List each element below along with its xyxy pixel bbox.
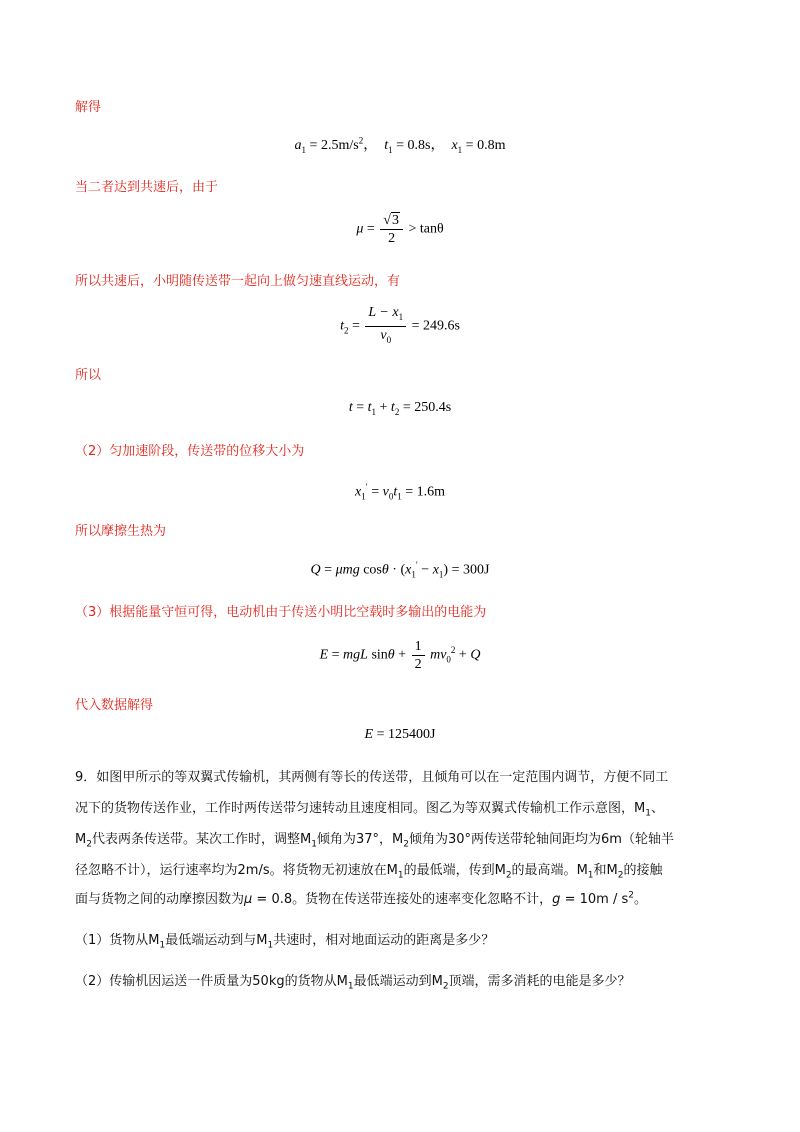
problem9-line5-c: 。 (633, 892, 647, 907)
solve-label-1: 解得 (75, 100, 102, 115)
heat-label: 所以摩擦生热为 (75, 524, 167, 539)
angle-37: 37° (355, 832, 379, 847)
problem9-line4-b: 。将货物无初速放在 (269, 863, 387, 878)
question2-d: 顶端，需多消耗的电能是多少？ (448, 974, 631, 989)
eq8-rhs: 125400J (388, 727, 436, 742)
problem9-line4-f: 的接触 (623, 863, 663, 878)
eq5-rhs: 1.6m (416, 484, 445, 500)
substitute-label: 代入数据解得 (75, 698, 154, 713)
common-speed-intro: 当二者达到共速后，由于 (75, 180, 219, 195)
question2-b: 的货物从 (284, 974, 337, 989)
problem9-line4-e: 和 (593, 863, 607, 878)
after-common-text: 所以共速后，小明随传送带一起向上做匀速直线运动，有 (75, 274, 401, 289)
part3-text: （3）根据能量守恒可得，电动机由于传送小明比空载时多输出的电能为 (75, 605, 487, 620)
axle-distance: 6m (601, 832, 622, 847)
equation-7: E = mgL sinθ + $\frac{1}{2}$ $mv_0^2 + Q$ (319, 639, 481, 672)
equation-3: $t_2$ = $\frac{L - x_1}{v_0}$ = 249.6s (0, 304, 800, 349)
problem9-line3-e: 两传送带轮轴间距均为 (471, 832, 602, 847)
cargo-mass: 50kg (252, 974, 285, 989)
part2-text: （2）匀加速阶段，传送带的位移大小为 (75, 444, 305, 459)
equation-5: $x_1' = v_0t_1 = 1.6m$ (355, 482, 445, 502)
problem9-line3: $M_2$代表两条传送带。某次工作时，调整$M_1$倾角为37°，$M_2$倾角为30°两传送带轮轴间距均为6m（轮轴半 (75, 832, 674, 850)
eq1-x-value: 0.8m (477, 138, 506, 153)
equation-2: μ = $\frac{√3}{2}$ > tanθ (356, 213, 444, 246)
problem9-line5: 面与货物之间的动摩擦因数为μ = 0.8。货物在传送带连接处的速率变化忽略不计，$g = 10m / s^2$。 (75, 890, 647, 907)
eq3-den: v (380, 327, 387, 343)
eq3-rhs: 249.6s (422, 318, 460, 334)
so-label: 所以 (75, 368, 102, 383)
eq3-num: L − x (368, 305, 399, 320)
equation-1: $a_1 = 2.5m/s^2$， $t_1 = 0.8s$， $x_1 = 0.8m$ (294, 135, 506, 155)
problem9-line4: 径忽略不计），运行速率均为2m/s。将货物无初速放在$M_1$的最低端，传到$M_2$的最高端。$M_1$和$M_2$的接触 (75, 863, 663, 881)
problem9-line3-f: （轮轴半 (621, 832, 674, 847)
eq2-den: 2 (388, 231, 396, 246)
eq7-half-num: 1 (412, 638, 425, 656)
question2-a: （2）传输机因运送一件质量为 (75, 974, 253, 989)
g-value: 10m / s (579, 892, 629, 907)
problem9-line4-d: 的最高端。 (511, 863, 577, 878)
problem9-line3-c: ， (378, 832, 392, 847)
equation-6: Q = μmg $\cos\theta \cdot (x_1' - x_1) = 300J$ (310, 560, 490, 580)
question1-a: （1）货物从 (75, 933, 149, 948)
mu-value: 0.8 (271, 892, 293, 907)
problem9-line3-b: 倾角为 (316, 832, 356, 847)
eq2-num: 3 (391, 213, 399, 228)
eq2-fraction: $\frac{√3}{2}$ (380, 212, 403, 247)
problem9-line2-text: 况下的货物传送作业，工作时两传送带匀速转动且速度相同。图乙为等双翼式传输机工作示意图， (75, 801, 635, 816)
belt-speed: 2m/s (237, 863, 270, 878)
problem9-line2-sep: 、 (650, 801, 664, 816)
equation-8: E = 125400J (364, 727, 436, 742)
angle-30: 30° (447, 832, 472, 847)
problem9-line3-a: 代表两条传送带。某次工作时，调整 (91, 832, 300, 847)
question1-b: 最低端运动到与 (165, 933, 257, 948)
problem9-line5-b: 。货物在传送带连接处的速率变化忽略不计， (292, 892, 553, 907)
eq1-a-value: 2.5m/s (320, 138, 359, 153)
problem9-line5-a: 面与货物之间的动摩擦因数为 (75, 892, 245, 907)
problem9-line4-c: 的最低端，传到 (403, 863, 495, 878)
problem9-line2: 况下的货物传送作业，工作时两传送带匀速转动且速度相同。图乙为等双翼式传输机工作示意图，$M_1$、 (75, 801, 664, 819)
problem9-line3-d: 倾角为 (408, 832, 448, 847)
equation-4: $t = t_1 + t_2 = 250.4s$ (348, 400, 452, 417)
problem9-line1 (75, 766, 668, 785)
problem9-line4-a: 径忽略不计），运行速率均为 (75, 863, 238, 878)
eq2-rhs: tanθ (419, 221, 444, 237)
eq7-fraction (412, 638, 425, 673)
eq7-half-den: 2 (414, 657, 422, 672)
problem9-number: 9． (75, 770, 97, 785)
eq6-rhs: 300J (462, 562, 490, 578)
eq4-rhs: 250.4s (414, 400, 452, 415)
question1-c: 共速时，相对地面运动的距离是多少？ (273, 933, 495, 948)
problem9-line1-text: 如图甲所示的等双翼式传输机，其两侧有等长的传送带，且倾角可以在一定范围内调节，方便不同工 (96, 770, 669, 785)
question-1: （1）货物从$M_1$最低端运动到与$M_1$共速时，相对地面运动的距离是多少？ (75, 933, 495, 951)
eq1-t-value: 0.8s (407, 138, 431, 153)
eq1-a-exp: 2 (358, 135, 364, 146)
eq3-fraction: $\frac{L - x_1}{v_0}$ (365, 304, 406, 349)
question2-c: 最低端运动到 (353, 974, 432, 989)
question-2: （2）传输机因运送一件质量为50kg的货物从$M_1$最低端运动到$M_2$顶端，需多消耗的电能是多少？ (75, 974, 631, 992)
